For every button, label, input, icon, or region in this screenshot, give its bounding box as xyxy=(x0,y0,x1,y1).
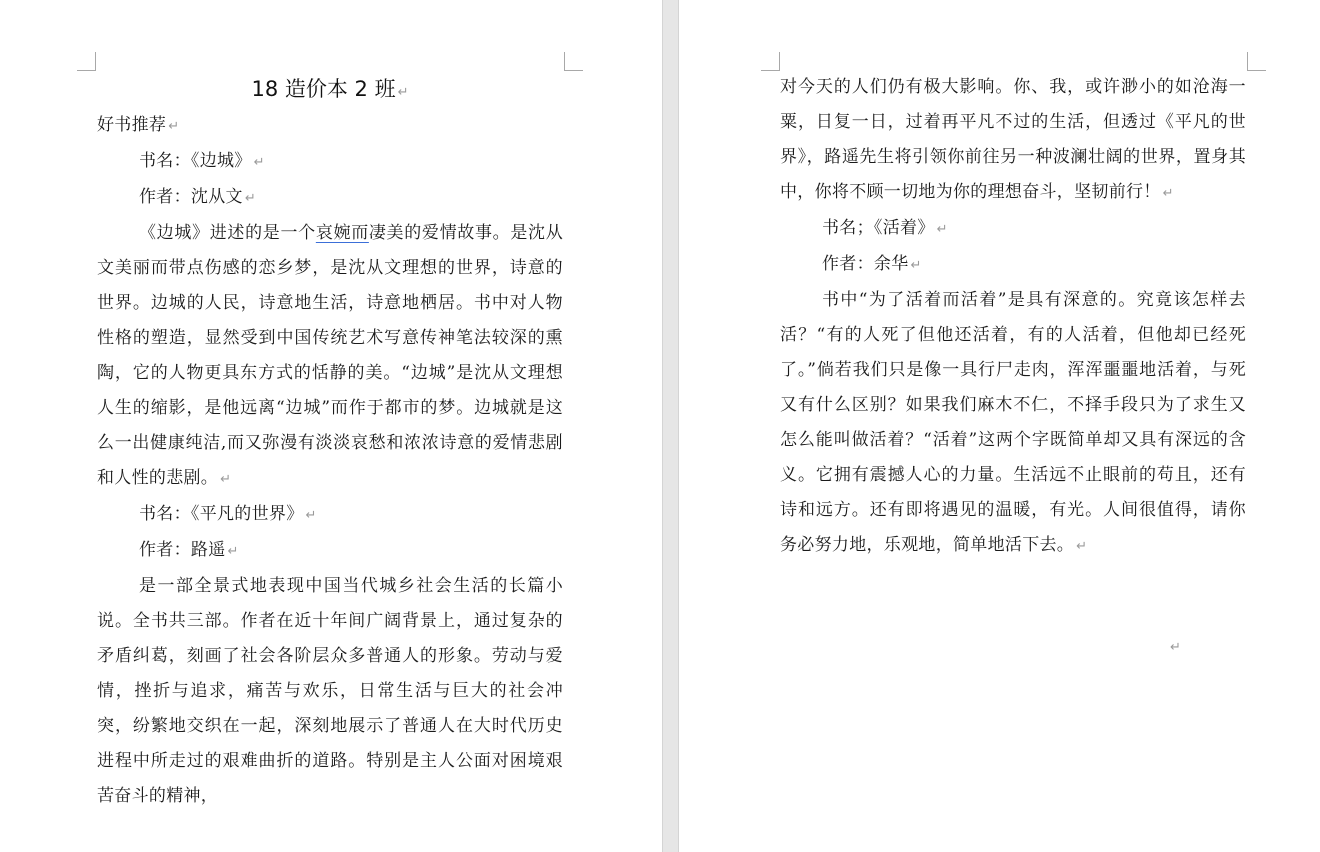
book-1-author[interactable]: 作者：沈从文 ↵ xyxy=(97,180,563,216)
crop-mark-top-right xyxy=(1247,52,1266,71)
crop-mark-top-left xyxy=(761,52,780,71)
book-2-author[interactable]: 作者：路遥 ↵ xyxy=(97,533,563,569)
page-1-body[interactable] xyxy=(97,70,563,814)
section-heading[interactable]: 好书推荐 ↵ xyxy=(97,108,563,144)
grammar-flag[interactable]: 哀婉而 xyxy=(315,223,369,243)
document-title[interactable]: 18 造价本 2 班 ↵ xyxy=(97,70,563,108)
page-gap xyxy=(662,0,679,852)
paragraph-mark-icon xyxy=(168,119,179,134)
book-1-review[interactable]: 《边城》进述的是一个哀婉而凄美的爱情故事。是沈从文美丽而带点伤感的恋乡梦，是沈从文理想的世界，诗意的世界。边城的人民，诗意地生活，诗意地栖居。书中对人物性格的塑造，显然受到中国传统艺术写意传神笔法较深的熏陶，它的人物更具东方式的恬静的美。“边城”是沈从文理想人生的缩影，是他远离“边城”而作于都市的梦。边城就是这么一出健康纯洁,而又弥漫有淡淡哀愁和浓浓诗意的爱情悲剧和人性的悲剧。 ↵ xyxy=(97,216,563,497)
paragraph-mark-icon xyxy=(220,472,231,487)
paragraph-mark-icon xyxy=(228,544,239,559)
book-2-review-part-2[interactable]: 对今天的人们仍有极大影响。你、我，或许渺小的如沧海一粟，日复一日，过着再平凡不过的生活，但透过《平凡的世界》，路遥先生将引领你前往另一种波澜壮阔的世界，置身其中，你将不顾一切地为你的理想奋斗，坚韧前行！ ↵ xyxy=(780,70,1246,211)
paragraph-mark-icon xyxy=(306,508,317,523)
paragraph-mark-icon xyxy=(254,155,265,170)
book-3-author[interactable]: 作者：余华 ↵ xyxy=(780,247,1246,283)
page-2 xyxy=(679,0,1320,852)
book-2-review-part-1[interactable]: 是一部全景式地表现中国当代城乡社会生活的长篇小说。全书共三部。作者在近十年间广阔背景上，通过复杂的矛盾纠葛，刻画了社会各阶层众多普通人的形象。劳动与爱情，挫折与追求，痛苦与欢乐，日常生活与巨大的社会冲突，纷繁地交织在一起，深刻地展示了普通人在大时代历史进程中所走过的艰难曲折的道路。特别是主人公面对困境艰苦奋斗的精神， xyxy=(97,576,563,806)
paragraph-mark-icon xyxy=(1163,186,1174,201)
paragraph-mark-icon xyxy=(937,222,948,237)
paragraph-mark-icon xyxy=(1076,539,1087,554)
empty-paragraph-mark-icon[interactable]: ↵ xyxy=(1170,640,1181,655)
book-3-name[interactable]: 书名；《活着》 ↵ xyxy=(780,211,1246,247)
crop-mark-top-left xyxy=(77,52,96,71)
book-1-name[interactable]: 书名：《边城》 ↵ xyxy=(97,144,563,180)
book-3-review[interactable]: 书中“为了活着而活着”是具有深意的。究竟该怎样去活？“有的人死了但他还活着，有的人活着，但他却已经死了。”倘若我们只是像一具行尸走肉，浑浑噩噩地活着，与死又有什么区别？如果我们麻木不仁，不择手段只为了求生又怎么能叫做活着？“活着”这两个字既简单却又具有深远的含义。它拥有震撼人心的力量。生活远不止眼前的苟且，还有诗和远方。还有即将遇见的温暖，有光。人间很值得，请你务必努力地，乐观地，简单地活下去。 ↵ xyxy=(780,283,1246,564)
paragraph-mark-icon xyxy=(911,258,922,273)
book-2-name[interactable]: 书名：《平凡的世界》 ↵ xyxy=(97,497,563,533)
page-2-body[interactable] xyxy=(780,70,1246,564)
paragraph-mark-icon xyxy=(245,191,256,206)
crop-mark-top-right xyxy=(564,52,583,71)
paragraph-mark-icon xyxy=(398,85,409,100)
